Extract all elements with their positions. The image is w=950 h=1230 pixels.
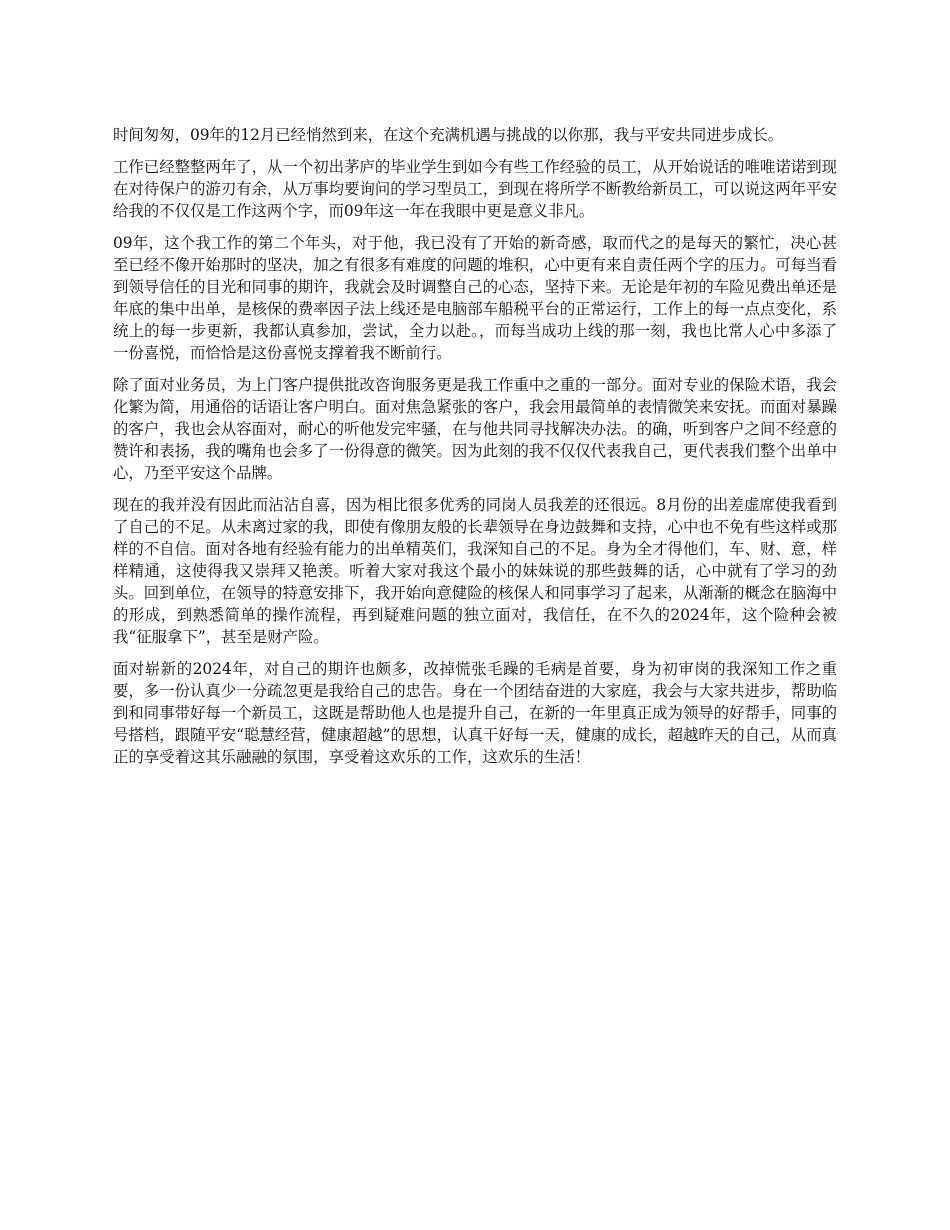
paragraph-6: 面对崭新的2024年，对自己的期许也颇多，改掉慌张毛躁的毛病是首要，身为初审岗的我深知工作之重要，多一份认真少一分疏忽更是我给自己的忠告。身在一个团结奋进的大家庭，我会与大家共进步，帮助临到和同事带好每一个新员工，这既是帮助他人也是提升自己，在新的一年里真正成为领导的好帮手，同事的号搭档，跟随平安“聪慧经营，健康超越”的思想，认真干好每一天，健康的成长，超越昨天的自己，从而真正的享受着这其乐融融的氛围，享受着这欢乐的工作，这欢乐的生活！ [113, 660, 837, 766]
paragraph-5: 现在的我并没有因此而沾沾自喜，因为相比很多优秀的同岗人员我差的还很远。8月份的出差虚席使我看到了自己的不足。从未离过家的我，即使有像朋友般的长辈领导在身边鼓舞和支持，心中也不免有些这样或那样的不自信。面对各地有经验有能力的出单精英们，我深知自己的不足。身为全才得他们，车、财、意，样样精通，这使得我又崇拜又艳羡。听着大家对我这个最小的妹妹说的那些鼓舞的话，心中就有了学习的劲头。回到单位，在领导的特意安排下，我开始向意健险的核保人和同事学习了起来，从渐渐的概念在脑海中的形成，到熟悉简单的操作流程，再到疑难问题的独立面对，我信任，在不久的2024年，这个险种会被我“征服拿下”，甚至是财产险。 [113, 496, 837, 646]
paragraph-2: 工作已经整整两年了，从一个初出茅庐的毕业学生到如今有些工作经验的员工，从开始说话的唯唯诺诺到现在对待保户的游刃有余，从万事均要询问的学习型员工，到现在将所学不断教给新员工，可以说这两年平安给我的不仅仅是工作这两个字，而09年这一年在我眼中更是意义非凡。 [113, 158, 837, 220]
document-body [113, 124, 837, 778]
paragraph-3: 09年，这个我工作的第二个年头，对于他，我已没有了开始的新奇感，取而代之的是每天的繁忙，决心甚至已经不像开始那时的坚决，加之有很多有难度的问题的堆积，心中更有来自责任两个字的压力。可每当看到领导信任的目光和同事的期许，我就会及时调整自己的心态，坚持下来。无论是年初的车险见费出单还是年底的集中出单，是核保的费率因子法上线还是电脑部车船税平台的正常运行，工作上的每一点点变化，系统上的每一步更新，我都认真参加，尝试，全力以赴。，而每当成功上线的那一刻，我也比常人心中多添了一份喜悦，而恰恰是这份喜悦支撑着我不断前行。 [113, 234, 837, 362]
paragraph-1: 时间匆匆，09年的12月已经悄然到来，在这个充满机遇与挑战的以你那，我与平安共同进步成长。 [113, 126, 784, 144]
paragraph-4: 除了面对业务员，为上门客户提供批改咨询服务更是我工作重中之重的一部分。面对专业的保险术语，我会化繁为简，用通俗的话语让客户明白。面对焦急紧张的客户，我会用最简单的表情微笑来安抚。而面对暴躁的客户，我也会从容面对，耐心的听他发完牢骚，在与他共同寻找解决办法。的确，听到客户之间不经意的赞许和表扬，我的嘴角也会多了一份得意的微笑。因为此刻的我不仅仅代表我自己，更代表我们整个出单中心，乃至平安这个品牌。 [113, 376, 837, 482]
